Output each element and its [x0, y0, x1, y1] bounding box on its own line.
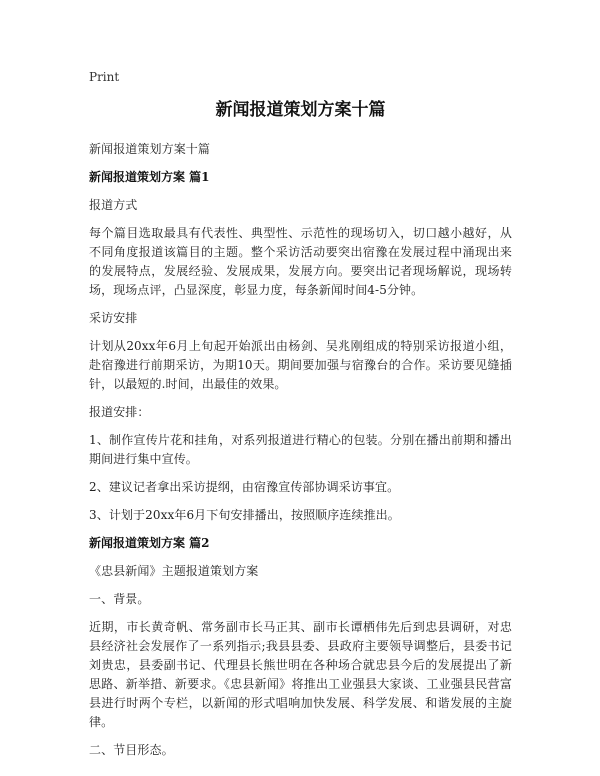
arrangement-item-1: 1、制作宣传片花和挂角，对系列报道进行精心的包装。分别在播出前期和播出期间进行集中宣传。 [89, 433, 512, 466]
interview-label: 采访安排 [89, 311, 138, 325]
report-method-label: 报道方式 [89, 198, 138, 212]
print-label: Print [89, 70, 120, 84]
section-heading-2: 新闻报道策划方案 篇2 [89, 536, 210, 550]
program-title: 《忠县新闻》主题报道策划方案 [89, 564, 259, 578]
interview-paragraph: 计划从20xx年6月上旬起开始派出由杨剑、吴兆刚组成的特别采访报道小组，赴宿豫进行前期采访，为期10天。期间要加强与宿豫台的合作。采访要见缝插针，以最短的.时间，出最佳的效果。 [89, 339, 512, 391]
report-method-paragraph: 每个篇目选取最具有代表性、典型性、示范性的现场切入，切口越小越好，从不同角度报道该篇目的主题。整个采访活动要突出宿豫在发展过程中涌现出来的发展特点，发展经验、发展成果，发展方向。要突出记者现场解说，现场转场，现场点评，凸显深度，彰显力度，每条新闻时间4-5分钟。 [89, 226, 512, 297]
document-subtitle: 新闻报道策划方案十篇 [89, 142, 211, 156]
form-label: 二、节目形态。 [89, 743, 174, 757]
section-heading-1: 新闻报道策划方案 篇1 [89, 170, 210, 184]
document-title: 新闻报道策划方案十篇 [215, 100, 386, 120]
arrangement-item-3: 3、计划于20xx年6月下旬安排播出，按照顺序连续推出。 [89, 508, 400, 522]
arrangement-item-2: 2、建议记者拿出采访提纲，由宿豫宣传部协调采访事宜。 [89, 480, 400, 494]
arrangement-label: 报道安排： [89, 405, 150, 419]
background-label: 一、背景。 [89, 592, 150, 606]
background-paragraph: 近期，市长黄奇帆、常务副市长马正其、副市长谭栖伟先后到忠县调研，对忠县经济社会发展作了一系列指示;我县县委、县政府主要领导调整后，县委书记刘贵忠，县委副书记、代理县长熊世明在各种场合就忠县今后的发展提出了新思路、新举措、新要求。《忠县新闻》将推出工业强县大家谈、工业强县民营富县进行时两个专栏，以新闻的形式唱响加快发展、科学发展、和谐发展的主旋律。 [89, 620, 512, 729]
